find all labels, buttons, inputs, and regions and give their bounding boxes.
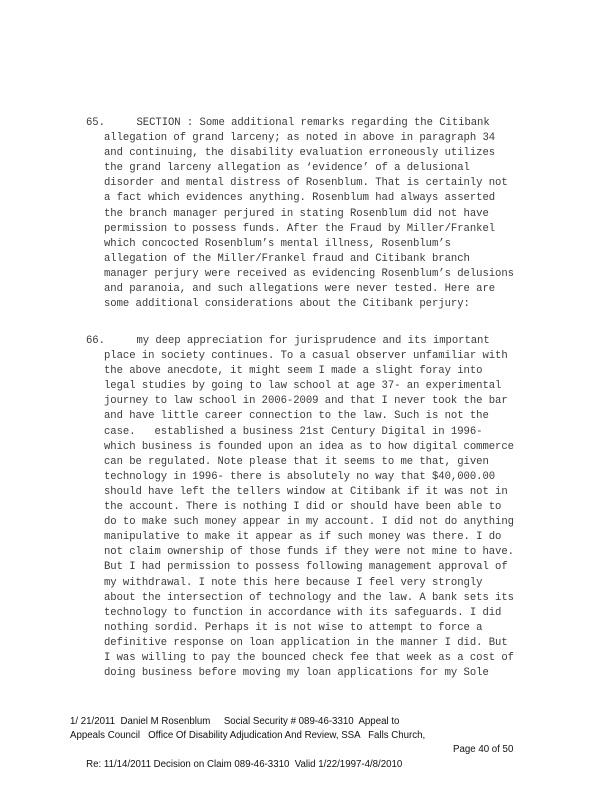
- text-line: the branch manager perjured in stating Rosenblum did not have: [104, 207, 489, 220]
- text-line: disorder and mental distress of Rosenblum. That is certainly not: [104, 177, 508, 190]
- text-line: can be regulated. Note please that it seems to me that, given: [104, 455, 489, 468]
- text-line: my withdrawal. I note this here because I feel very strongly: [104, 576, 483, 589]
- text-line: allegation of the Miller/Frankel fraud and Citibank branch: [104, 252, 470, 265]
- text-line: the account. There is nothing I did or should have been able to: [104, 501, 502, 514]
- text-line: and continuing, the disability evaluation erroneously utilizes: [104, 147, 496, 160]
- page-footer: [70, 715, 540, 770]
- text-line: nothing sordid. Perhaps it is not wise to attempt to force a: [104, 621, 483, 634]
- text-line: the above anecdote, it might seem I made a slight foray into: [104, 365, 483, 378]
- text-line: technology to function in accordance with its safeguards. I did: [104, 606, 502, 619]
- text-line: 66. my deep appreciation for jurisprudence and its important: [86, 335, 490, 347]
- text-line: a fact which evidences anything. Rosenblum had always asserted: [104, 192, 496, 205]
- text-line: which concocted Rosenblum’s mental illness, Rosenblum’s: [104, 237, 451, 250]
- text-line: But I had permission to possess following management approval of: [104, 561, 508, 574]
- text-line: manager perjury were received as evidencing Rosenblum’s delusions: [104, 267, 514, 280]
- text-line: case. established a business 21st Century Digital in 1996-: [104, 425, 483, 438]
- text-line: permission to possess funds. After the Fraud by Miller/Frankel: [104, 222, 496, 235]
- text-line: which business is founded upon an idea as to how digital commerce: [104, 440, 514, 453]
- text-line: journey to law school in 2006-2009 and that I never took the bar: [104, 395, 508, 408]
- text-line: technology in 1996- there is absolutely no way that $40,000.00: [104, 470, 496, 483]
- text-line: definitive response on loan application in the manner I did. But: [104, 636, 508, 649]
- text-line: about the intersection of technology and the law. A bank sets its: [104, 591, 514, 604]
- text-line: and have little career connection to the law. Such is not the: [104, 410, 489, 423]
- text-line: the grand larceny allegation as ‘evidence’ of a delusional: [104, 162, 470, 175]
- text-line: and paranoia, and such allegations were never tested. Here are: [104, 283, 496, 296]
- footer-line-2: Appeals Council Office Of Disability Adjudication And Review, SSA Falls Church,: [70, 730, 426, 742]
- footer-line-1: 1/ 21/2011 Daniel M Rosenblum Social Security # 089-46-3310 Appeal to: [70, 716, 400, 727]
- text-line: some additional considerations about the Citibank perjury:: [104, 298, 470, 311]
- text-line: manipulative to make it appear as if such money was there. I do: [104, 531, 502, 544]
- text-line: allegation of grand larceny; as noted in above in paragraph 34: [104, 132, 496, 145]
- text-line: place in society continues. To a casual observer unfamiliar with: [104, 350, 508, 363]
- text-line: legal studies by going to law school at age 37- an experimental: [104, 380, 502, 393]
- text-line: 65. SECTION : Some additional remarks regarding the Citibank: [86, 117, 490, 129]
- text-line: not claim ownership of those funds if they were not mine to have.: [104, 546, 514, 559]
- footer-claim-text: Re: 11/14/2011 Decision on Claim 089-46-3310 Valid 1/22/1997-4/8/2010: [86, 758, 403, 770]
- text-line: I was willing to pay the bounced check fee that week as a cost of: [104, 651, 514, 664]
- text-line: should have left the tellers window at Citibank if it was not in: [104, 485, 508, 498]
- text-line: doing business before moving my loan applications for my Sole: [104, 667, 489, 680]
- footer-line-3: [70, 743, 540, 770]
- paragraph-65: [86, 116, 514, 312]
- text-line: do to make such money appear in my account. I did not do anything: [104, 516, 514, 529]
- paragraph-66: [86, 334, 514, 681]
- page-number: Page 40 of 50: [453, 744, 514, 756]
